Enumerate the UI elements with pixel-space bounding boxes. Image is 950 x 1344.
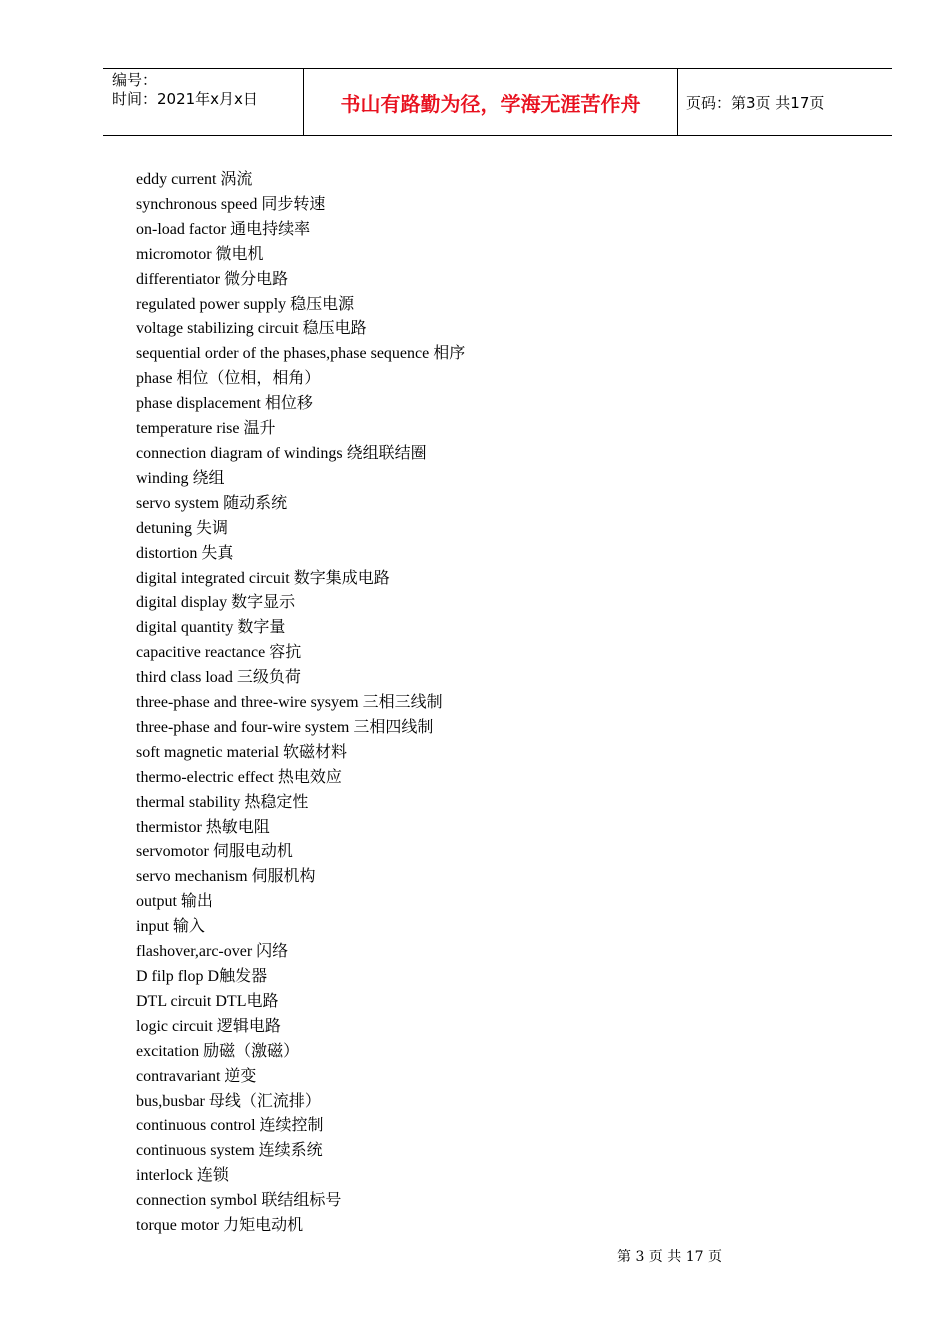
term-item: thermistor 热敏电阻: [136, 818, 270, 836]
term-item: D filp flop D触发器: [136, 968, 268, 985]
term-item: servo mechanism 伺服机构: [136, 868, 316, 886]
term-item: logic circuit 逻辑电路: [136, 1017, 281, 1035]
term-item: temperature rise 温升: [136, 420, 276, 438]
term-item: detuning 失调: [136, 519, 228, 537]
term-item: winding 绕组: [136, 469, 225, 487]
term-item: eddy current 涡流: [136, 171, 253, 188]
term-item: continuous control 连续控制: [136, 1117, 324, 1135]
term-item: connection diagram of windings 绕组联结圈: [136, 444, 427, 462]
term-item: synchronous speed 同步转速: [136, 195, 326, 213]
term-item: three-phase and three-wire sysyem 三相三线制: [136, 694, 443, 712]
term-item: flashover,arc-over 闪络: [136, 943, 289, 961]
term-item: three-phase and four-wire system 三相四线制: [136, 718, 434, 736]
header-motto: 书山有路勤为径，学海无涯苦作舟: [304, 69, 678, 135]
term-item: capacitive reactance 容抗: [136, 644, 302, 662]
term-item: voltage stabilizing circuit 稳压电路: [136, 320, 367, 338]
term-item: output 输出: [136, 893, 213, 911]
term-item: phase displacement 相位移: [136, 395, 313, 413]
term-item: soft magnetic material 软磁材料: [136, 743, 348, 761]
term-item: digital integrated circuit 数字集成电路: [136, 569, 390, 587]
term-item: contravariant 逆变: [136, 1067, 257, 1085]
term-item: DTL circuit DTL电路: [136, 992, 279, 1010]
term-item: distortion 失真: [136, 544, 234, 562]
term-item: sequential order of the phases,phase sequence 相序: [136, 345, 466, 363]
term-item: digital quantity 数字量: [136, 619, 286, 637]
term-item: servo system 随动系统: [136, 494, 288, 512]
term-item: input 输入: [136, 918, 205, 936]
term-item: continuous system 连续系统: [136, 1142, 323, 1160]
term-item: phase 相位（位相，相角）: [136, 370, 321, 388]
term-item: interlock 连锁: [136, 1167, 229, 1185]
page-header: [103, 68, 892, 136]
term-item: micromotor 微电机: [136, 245, 264, 263]
term-item: servomotor 伺服电动机: [136, 843, 293, 861]
term-item: third class load 三级负荷: [136, 669, 301, 687]
term-list: [136, 168, 465, 1239]
term-item: digital display 数字显示: [136, 594, 296, 612]
term-item: thermo-electric effect 热电效应: [136, 768, 342, 786]
code-label: 编号：: [112, 71, 158, 89]
header-page-info: 页码：第3页 共17页: [686, 93, 825, 112]
time-label: 时间：2021年x月x日: [112, 90, 258, 108]
term-item: thermal stability 热稳定性: [136, 793, 309, 811]
page-footer: 第 3 页 共 17 页: [617, 1249, 722, 1265]
term-item: differentiator 微分电路: [136, 270, 289, 288]
term-item: regulated power supply 稳压电源: [136, 295, 355, 313]
term-item: bus,busbar 母线（汇流排）: [136, 1092, 321, 1110]
term-item: on-load factor 通电持续率: [136, 220, 311, 238]
term-item: excitation 励磁（激磁）: [136, 1042, 300, 1060]
term-item: torque motor 力矩电动机: [136, 1217, 304, 1235]
header-meta: [103, 69, 304, 135]
term-item: connection symbol 联结组标号: [136, 1192, 342, 1210]
